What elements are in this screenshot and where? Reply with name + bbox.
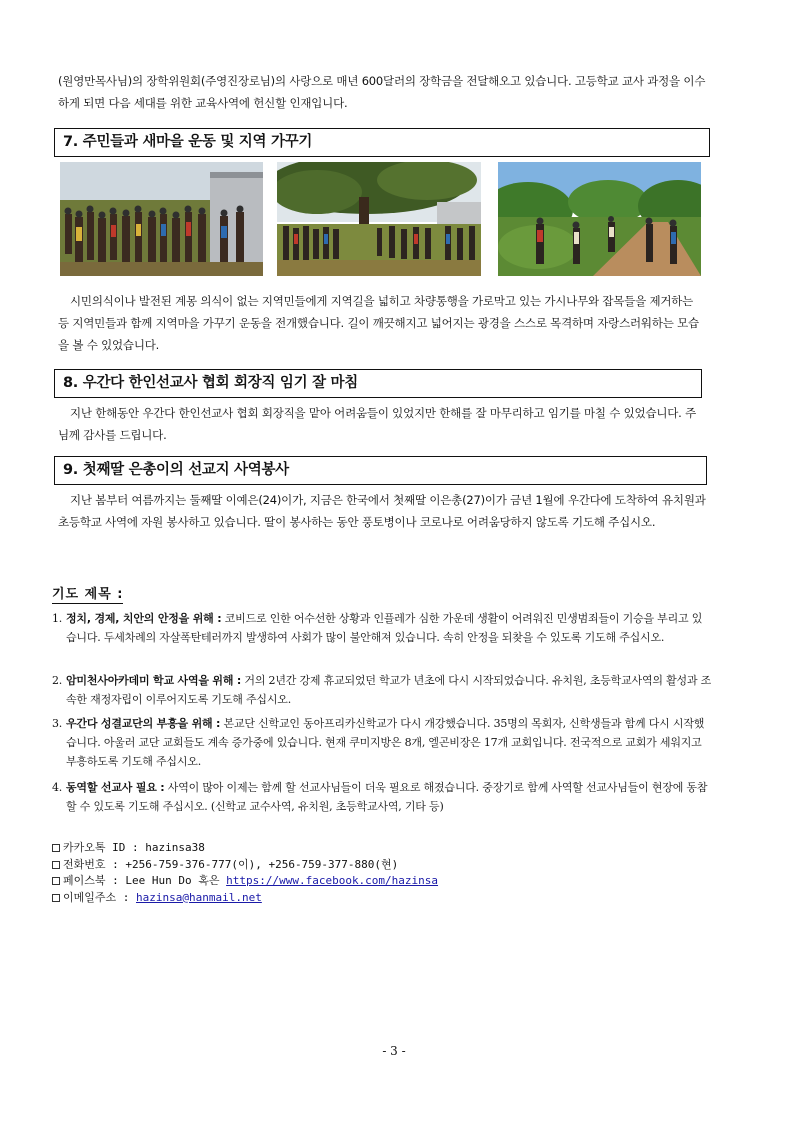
contact-phone: 전화번호 : +256-759-376-777(이), +256-759-377-880(현) [52,857,652,874]
photo-community-meeting [277,162,481,276]
prayer-item-1: 1. 정치, 경제, 치안의 안정을 위해 : 코비드로 인한 어수선한 상황과 인플레가 심한 가운데 생활이 어려워진 민생범죄들이 기승을 부리고 있습니다. 두세차례의 자살폭탄테러까지 발생하여 사회가 많이 불안해져 있습니다. 속히 안정을 되찾을 수 있도록 기도해 주십시오. [52,612,703,644]
section-7-body: 시민의식이나 발전된 계몽 의식이 없는 지역민들에게 지역길을 넓히고 차량통행을 가로막고 있는 가시나무와 잡목들을 제거하는 등 지역민들과 함께 지역마을 가꾸기 운동을 전개했습니다. 길이 깨끗해지고 넓어지는 광경을 스스로 목격하며 자랑스러워하는 모습을 볼 수 있었습니다. [58,294,699,352]
intro-paragraph: (원영만목사님)의 장학위원회(주영진장로님)의 사랑으로 매년 600달러의 장학금을 전달해오고 있습니다. 고등학교 교사 과정을 이수하게 되면 다음 세대를 위한 교육사역에 헌신할 인재입니다. [58,74,706,110]
facebook-link[interactable]: https://www.facebook.com/hazinsa [226,874,439,887]
contact-kakao: 카카오톡 ID : hazinsa38 [52,840,652,857]
section-9-heading: 9. 첫째딸 은총이의 선교지 사역봉사 [54,456,707,485]
bullet-square-icon [52,861,60,869]
section-8-heading: 8. 우간다 한인선교사 협회 회장직 임기 잘 마침 [54,369,702,398]
prayer-item-3: 3. 우간다 성결교단의 부흥을 위해 : 본교단 신학교인 동아프리카신학교가 다시 개강했습니다. 35명의 목회자, 신학생들과 함께 다시 시작했습니다. 아울러 교단 교회들도 계속 증가중에 있습니다. 현재 쿠미지방은 8개, 엘곤비장은 17개 교회입니다. 전국적으로 교회가 세워지고 부흥하도록 기도해 주십시오. [52,717,705,768]
page-number: - 3 - [382,1044,406,1058]
section-7-heading: 7. 주민들과 새마을 운동 및 지역 가꾸기 [54,128,710,157]
contact-facebook: 페이스북 : Lee Hun Do 혹은 https://www.facebook.com/hazinsa [52,873,652,890]
photo-road-clearing [498,162,701,276]
bullet-square-icon [52,894,60,902]
section-8-body: 지난 한해동안 우간다 한인선교사 협회 회장직을 맡아 어려움들이 있었지만 한해를 잘 마무리하고 임기를 마칠 수 있었습니다. 주님께 감사를 드립니다. [58,406,697,442]
photo-villagers-gathering [60,162,263,276]
section-9-body: 지난 봄부터 여름까지는 둘째딸 이예은(24)이가, 지금은 한국에서 첫째딸 이은총(27)이가 금년 1월에 우간다에 도착하여 유치원과 초등학교 사역에 자원 봉사하고 있습니다. 딸이 봉사하는 동안 풍토병이나 코로나로 어려움당하지 않도록 기도해 주십시오. [58,493,706,529]
prayer-item-4: 4. 동역할 선교사 필요 : 사역이 많아 이제는 함께 할 선교사님들이 더욱 필요로 해졌습니다. 중장기로 함께 사역할 선교사님들이 현장에 동참할 수 있도록 기도해 주십시오. (신학교 교수사역, 유치원, 초등학교사역, 기타 등) [52,781,708,813]
prayer-item-2: 2. 암미천사아카데미 학교 사역을 위해 : 거의 2년간 강제 휴교되었던 학교가 년초에 다시 시작되었습니다. 유치원, 초등학교사역의 활성과 조속한 재정자립이 이루어지도록 기도해 주십시오. [52,674,712,706]
bullet-square-icon [52,844,60,852]
contact-email: 이메일주소 : hazinsa@hanmail.net [52,890,652,907]
prayer-title: 기도 제목 : [52,587,124,602]
email-link[interactable]: hazinsa@hanmail.net [136,890,262,904]
bullet-square-icon [52,877,60,885]
contact-block [52,840,652,906]
